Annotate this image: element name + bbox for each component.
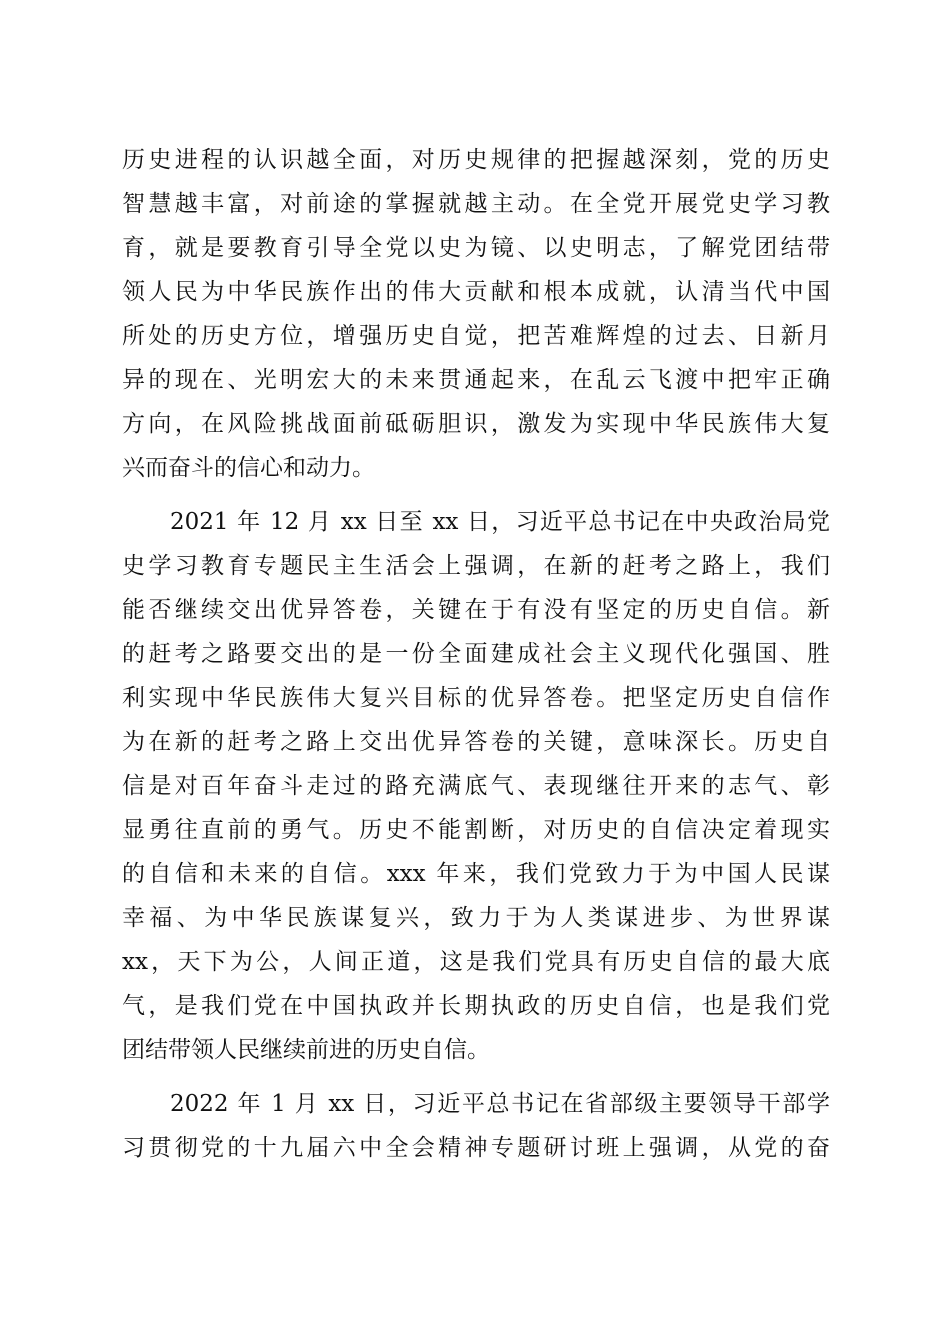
text-line: 显勇往直前的勇气。历史不能割断，对历史的自信决定着现实: [122, 817, 830, 843]
text-line: 能否继续交出优异答卷，关键在于有没有坚定的历史自信。新: [122, 597, 830, 623]
paragraph-end-line: 兴而奋斗的信心和动力。: [122, 455, 375, 481]
text-line: 历史进程的认识越全面，对历史规律的把握越深刻，党的历史: [122, 147, 830, 173]
paragraph-start-line: 2021 年 12 月 xx 日至 xx 日，习近平总书记在中央政治局党: [170, 509, 830, 535]
text-line: 方向，在风险挑战面前砥砺胆识，激发为实现中华民族伟大复: [122, 411, 830, 437]
text-line: 利实现中华民族伟大复兴目标的优异答卷。把坚定历史自信作: [122, 685, 830, 711]
text-line: 领人民为中华民族作出的伟大贡献和根本成就，认清当代中国: [122, 279, 830, 305]
text-line: 史学习教育专题民主生活会上强调，在新的赶考之路上，我们: [122, 553, 830, 579]
text-line: 幸福、为中华民族谋复兴，致力于为人类谋进步、为世界谋: [122, 905, 830, 931]
text-line: 育，就是要教育引导全党以史为镜、以史明志，了解党团结带: [122, 235, 830, 261]
text-line: xx，天下为公，人间正道，这是我们党具有历史自信的最大底: [122, 949, 830, 975]
text-line: 信是对百年奋斗走过的路充满底气、表现继往开来的志气、彰: [122, 773, 830, 799]
text-line: 的赶考之路要交出的是一份全面建成社会主义现代化强国、胜: [122, 641, 830, 667]
text-line: 习贯彻党的十九届六中全会精神专题研讨班上强调，从党的奋: [122, 1135, 830, 1161]
paragraph-start-line: 2022 年 1 月 xx 日，习近平总书记在省部级主要领导干部学: [170, 1091, 830, 1117]
text-line: 气，是我们党在中国执政并长期执政的历史自信，也是我们党: [122, 993, 830, 1019]
text-line: 为在新的赶考之路上交出优异答卷的关键，意味深长。历史自: [122, 729, 830, 755]
text-line: 异的现在、光明宏大的未来贯通起来，在乱云飞渡中把牢正确: [122, 367, 830, 393]
text-line: 所处的历史方位，增强历史自觉，把苦难辉煌的过去、日新月: [122, 323, 830, 349]
text-line: 的自信和未来的自信。xxx 年来，我们党致力于为中国人民谋: [122, 861, 830, 887]
paragraph-end-line: 团结带领人民继续前进的历史自信。: [122, 1037, 490, 1063]
text-line: 智慧越丰富，对前途的掌握就越主动。在全党开展党史学习教: [122, 191, 830, 217]
